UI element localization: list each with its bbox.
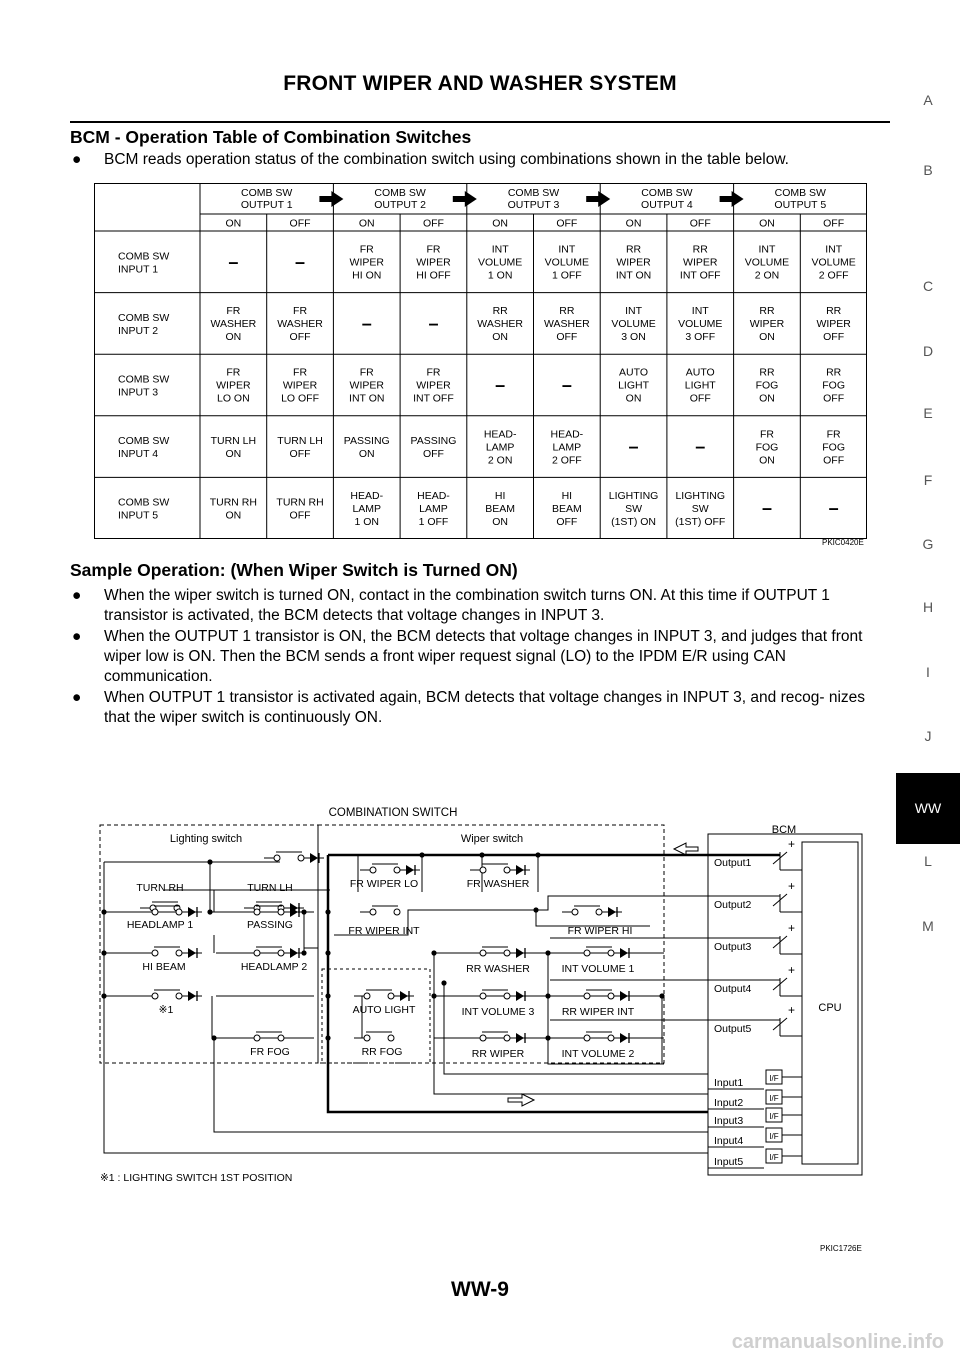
switch-label-fr-fog: FR FOG [250, 1046, 290, 1058]
wire-junction [101, 993, 106, 998]
switch-label-turn-rh: TURN RH [136, 882, 184, 894]
sidebar-letter[interactable]: B [923, 162, 933, 178]
wire-junction [211, 1035, 216, 1040]
wire-junction [545, 993, 550, 998]
wire-junction [301, 950, 306, 955]
output-plus: + [788, 921, 796, 935]
wire-junction [533, 907, 538, 912]
wire-junction [441, 980, 446, 985]
wire-junction [479, 852, 484, 857]
output-label: Output4 [714, 983, 752, 995]
switch-label-auto-light: AUTO LIGHT [352, 1004, 416, 1016]
diagram-title: COMBINATION SWITCH [328, 807, 458, 819]
table-cell: – [295, 251, 306, 272]
table-onoff-header: OFF [689, 217, 711, 230]
output-plus: + [788, 837, 796, 851]
table-cell: RR WASHER ON [477, 305, 524, 344]
output-sequence-arrow [453, 191, 477, 207]
operation-table [94, 183, 867, 539]
bullet-glyph: ● [72, 628, 82, 645]
table-cell: – [695, 436, 706, 457]
wire-junction [535, 852, 540, 857]
table-cell: PASSING ON [343, 434, 390, 460]
table-cell: HEAD-LAMP 2 ON [483, 428, 517, 467]
table-onoff-header: ON [625, 217, 642, 230]
table-cell: RR WIPER INT OFF [679, 243, 721, 282]
wiper-switch-group [318, 825, 664, 1063]
table-cell: TURN RH OFF [276, 496, 324, 522]
table-onoff-header: OFF [556, 217, 578, 230]
table-onoff-header: ON [492, 217, 509, 230]
table-cell: FR WIPER INT ON [349, 366, 385, 405]
cpu-label: CPU [818, 1002, 842, 1014]
table-cell: FR WIPER HI OFF [416, 243, 451, 282]
switch-label-int-volume3: INT VOLUME 3 [461, 1006, 535, 1018]
switch-contact [470, 864, 530, 875]
bullet-glyph: ● [72, 587, 82, 604]
table-cell: INT VOLUME 1 ON [477, 243, 523, 282]
table-cell: – [228, 251, 239, 272]
table-cell: – [761, 498, 772, 519]
table-cell: HI BEAM OFF [551, 489, 582, 528]
sidebar-letter[interactable]: H [922, 599, 934, 615]
bcm-label: BCM [771, 824, 797, 836]
table-cell: – [561, 375, 572, 395]
bullet-text-2: When the OUTPUT 1 transistor is ON, the BCM detects that voltage changes in INPUT 3, and judges that front wiper low is ON. Then the BCM sends a front wiper request signal (LO) to the IPDM E/R using CAN communication. [104, 628, 863, 685]
table-cell: FR WIPER LO ON [216, 366, 251, 405]
table-onoff-header: OFF [422, 217, 444, 230]
wire-junction [101, 909, 106, 914]
switch-contact [354, 990, 414, 1001]
section-heading: BCM - Operation Table of Combination Switches [70, 127, 472, 147]
table-output-header: COMB SW OUTPUT 4 [641, 187, 693, 212]
switch-label-rr-fog: RR FOG [361, 1046, 403, 1058]
wire-junction [431, 950, 436, 955]
table-cell: TURN LH ON [210, 434, 257, 460]
chapter-sidebar [896, 0, 960, 1358]
input-label: Input5 [714, 1156, 744, 1168]
table-cell: FR WASHER OFF [277, 305, 323, 344]
sidebar-letter[interactable]: M [922, 918, 934, 934]
watermark [0, 1328, 960, 1358]
table-row-label: COMB SW INPUT 1 [118, 250, 170, 276]
table-cell: – [361, 313, 372, 334]
switch-label-fr-wiper-int: FR WIPER INT [348, 925, 420, 937]
table-row-label: COMB SW INPUT 4 [118, 435, 170, 461]
output-label: Output1 [714, 857, 752, 869]
wiring-diagram [94, 800, 868, 1185]
table-output-header: COMB SW OUTPUT 1 [240, 187, 293, 212]
table-cell: FR WASHER ON [210, 305, 257, 344]
page-number: WW-9 [451, 1278, 509, 1301]
switch-label-note-mark: ※1 [158, 1004, 174, 1016]
table-row-label: COMB SW INPUT 3 [118, 373, 170, 399]
title-rule [70, 121, 890, 123]
table-onoff-header: OFF [823, 217, 845, 230]
output-plus: + [788, 1003, 796, 1017]
table-cell: – [495, 375, 506, 395]
wiring-lines [104, 855, 780, 1153]
table-cell: HEAD-LAMP 1 ON [350, 489, 384, 528]
table-cell: FR WIPER HI ON [349, 243, 384, 282]
wire-junction [545, 950, 550, 955]
bullet-text-1: When the wiper switch is turned ON, contact in the combination switch turns ON. At this time if OUTPUT 1 transistor is activated, the BCM detects that voltage changes in INPUT 3. [104, 587, 830, 624]
sidebar-letter[interactable]: E [923, 405, 933, 421]
diagram-code: PKIC1726E [820, 1244, 862, 1253]
bcm-outputs [714, 837, 802, 1036]
wire-junction [325, 993, 330, 998]
table-cell: TURN LH OFF [277, 434, 323, 460]
wire-junction [101, 950, 106, 955]
wire-junction [545, 1035, 550, 1040]
switch-contact [142, 947, 202, 958]
watermark-text: carmanualsonline.info [731, 1331, 944, 1353]
switch-label-fr-wiper-hi: FR WIPER HI [567, 925, 633, 937]
table-cell: HEAD-LAMP 2 OFF [550, 428, 584, 467]
sidebar-letter[interactable]: J [924, 728, 932, 744]
table-onoff-header: OFF [289, 217, 311, 230]
output-plus: + [788, 879, 796, 893]
switch-label-rr-wiper: RR WIPER [471, 1048, 525, 1060]
table-cell: INT VOLUME 2 OFF [811, 243, 856, 282]
table-row-label: COMB SW INPUT 2 [118, 311, 170, 337]
table-cell: INT VOLUME 3 ON [611, 305, 656, 344]
switch-contact [360, 906, 400, 915]
table-cell: TURN RH ON [209, 496, 257, 522]
diagram-footnote: ※1 : LIGHTING SWITCH 1ST POSITION [100, 1172, 293, 1184]
switch-label-hi-beam: HI BEAM [142, 961, 186, 973]
table-code: PKIC0420E [822, 538, 864, 547]
table-cell: RR FOG ON [755, 366, 779, 405]
bcm-inputs [708, 1070, 802, 1168]
table-cell: AUTO LIGHT OFF [684, 366, 716, 405]
input-label: Input2 [714, 1097, 744, 1109]
table-onoff-header: ON [225, 217, 242, 230]
page-title: FRONT WIPER AND WASHER SYSTEM [283, 72, 677, 95]
bullet-text-3: When OUTPUT 1 transistor is activated again, BCM detects that voltage changes in INPUT 3, and recog- nizes that the wiper switch is continuously ON. [104, 689, 866, 726]
table-cell: RR FOG OFF [822, 366, 846, 405]
if-label: I/F [769, 1074, 779, 1083]
output-label: Output5 [714, 1023, 752, 1035]
wiper-switch-label: Wiper switch [460, 833, 524, 845]
table-row-label: COMB SW INPUT 5 [118, 496, 170, 522]
output-plus: + [788, 963, 796, 977]
input-label: Input4 [714, 1135, 744, 1147]
table-cell: – [828, 498, 839, 519]
sidebar-letter[interactable]: A [923, 92, 933, 108]
table-cell: FR WIPER INT OFF [413, 366, 454, 405]
signal-arrow-left [674, 843, 698, 855]
table-onoff-header: ON [358, 217, 375, 230]
table-border [95, 184, 867, 539]
sidebar-active-tab[interactable] [896, 773, 960, 844]
table-cell: RR WIPER INT ON [615, 243, 652, 282]
table-cell: HI BEAM ON [485, 489, 516, 528]
table-cell: – [628, 436, 639, 457]
sidebar-letter[interactable]: D [922, 343, 934, 359]
sidebar-active-label: WW [914, 800, 942, 816]
wire-junction [207, 859, 212, 864]
input-label: Input3 [714, 1115, 744, 1127]
if-label: I/F [769, 1153, 779, 1162]
table-cell: AUTO LIGHT ON [618, 366, 650, 405]
output-sequence-arrow [720, 191, 744, 207]
switch-contact [264, 852, 324, 863]
table-cell: FR FOG ON [755, 428, 779, 467]
wire-junction [325, 909, 330, 914]
switch-label-fr-wiper-lo: FR WIPER LO [349, 878, 419, 890]
wire-junction [325, 1035, 330, 1040]
table-cell: RR WASHER OFF [543, 305, 590, 344]
output-label: Output2 [714, 899, 752, 911]
wire-junction [325, 950, 330, 955]
table-cell: RR WIPER ON [749, 305, 785, 344]
table-cell: – [428, 313, 439, 334]
wire-junction [207, 909, 212, 914]
switch-contact [360, 864, 420, 875]
switch-contact [354, 1032, 394, 1041]
switch-contact [142, 990, 202, 1001]
bullet-glyph: ● [72, 689, 82, 706]
wire-junction [431, 993, 436, 998]
table-cell: RR WIPER OFF [816, 305, 851, 344]
table-cell: FR WIPER LO OFF [281, 366, 320, 405]
table-cell: INT VOLUME 2 ON [744, 243, 790, 282]
input-label: Input1 [714, 1077, 744, 1089]
switch-label-turn-lh: TURN LH [247, 882, 293, 894]
wire-junction [659, 993, 664, 998]
if-label: I/F [769, 1132, 779, 1141]
output-label: Output3 [714, 941, 752, 953]
switch-label-rr-washer: RR WASHER [466, 963, 530, 975]
switch-label-headlamp1: HEADLAMP 1 [126, 919, 194, 931]
signal-arrow-right [508, 1094, 534, 1106]
lighting-switch-label: Lighting switch [169, 833, 243, 845]
sidebar-letter[interactable]: I [926, 664, 930, 680]
switch-label-rr-wiper-int: RR WIPER INT [561, 1006, 635, 1018]
if-label: I/F [769, 1112, 779, 1121]
table-cell: LIGHTING SW (1ST) OFF [675, 489, 726, 528]
bullet-glyph: ● [72, 151, 82, 168]
wire-junction [419, 852, 424, 857]
output-sequence-arrow [319, 191, 343, 207]
sidebar-letter[interactable]: G [922, 536, 934, 552]
if-label: I/F [769, 1094, 779, 1103]
intro-bullet-text: BCM reads operation status of the combination switch using combinations shown in the table below. [104, 151, 789, 168]
switch-label-int-volume2: INT VOLUME 2 [561, 1048, 635, 1060]
switch-label-headlamp2: HEADLAMP 2 [240, 961, 308, 973]
switch-label-fr-washer: FR WASHER [466, 878, 530, 890]
sidebar-letter[interactable]: C [922, 278, 934, 294]
switch-labels [127, 878, 635, 1060]
switch-contact [244, 1032, 284, 1041]
table-output-header: COMB SW OUTPUT 2 [374, 187, 426, 212]
output-sequence-arrow [586, 191, 610, 207]
switch-label-passing: PASSING [247, 919, 293, 931]
sample-heading: Sample Operation: (When Wiper Switch is Turned ON) [70, 560, 518, 580]
sidebar-letter[interactable]: F [923, 472, 933, 488]
switch-label-int-volume1: INT VOLUME 1 [561, 963, 635, 975]
table-cell: HEAD-LAMP 1 OFF [417, 489, 450, 528]
sidebar-letter[interactable]: L [924, 853, 932, 869]
wire-junction [301, 909, 306, 914]
switch-contact [562, 906, 622, 917]
table-cell: PASSING OFF [410, 434, 457, 460]
table-onoff-header: ON [759, 217, 775, 230]
table-output-header: COMB SW OUTPUT 3 [507, 187, 560, 212]
table-cell: FR FOG OFF [822, 428, 846, 467]
table-cell: INT VOLUME 3 OFF [678, 305, 723, 344]
table-cell: LIGHTING SW (1ST) ON [608, 489, 659, 528]
table-output-header: COMB SW OUTPUT 5 [774, 187, 827, 212]
table-cell: INT VOLUME 1 OFF [544, 243, 590, 282]
